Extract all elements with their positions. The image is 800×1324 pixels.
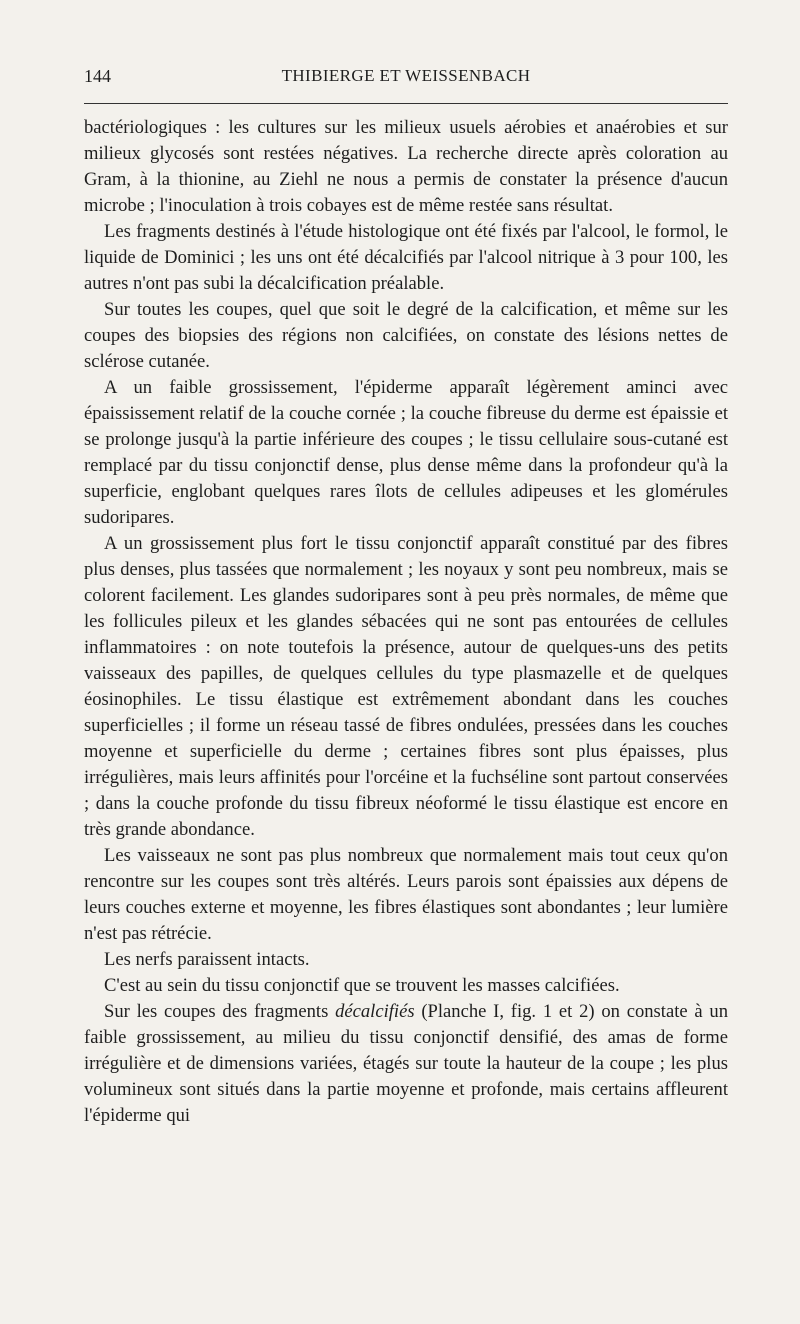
paragraph-decalcified-sections: [84, 999, 728, 1129]
page-number: 144: [84, 66, 111, 86]
text-run: (Planche I, fig. 1 et 2) on constate à un faible grossissement, au milieu du tissu conjonctif densifié, des amas de forme irrégulière et de dimensions variées, étagés sur toute la hauteur de la coupe ; les plus volumineux sont situés dans la partie moyenne et profonde, mais certains affleurent l'épiderme qui: [84, 1001, 728, 1126]
paragraph-high-magnification: A un grossissement plus fort le tissu conjonctif apparaît constitué par des fibres plus denses, plus tassées que normalement ; les noyaux y sont peu nombreux, mais se colorent facilement. Les glandes sudoripares sont à peu près normales, de même que les follicules pileux et les glandes sébacées qui ne sont pas entourées de cellules inflammatoires : on note toutefois la présence, autour de quelques-uns des petits vaisseaux des papilles, de quelques cellules du type plasmazelle et de quelques éosinophiles. Le tissu élastique est extrêmement abondant dans les couches superficielles ; il forme un réseau tassé de fibres ondulées, pressées dans les couches moyenne et superficielle du derme ; certaines fibres sont plus épaisses, plus irrégulières, mais leurs affinités pour l'orcéine et la fuchséline sont partout conservées ; dans la couche profonde du tissu fibreux néoformé le tissu élastique est encore en très grande abondance.: [84, 533, 728, 840]
running-title: THIBIERGE ET WEISSENBACH: [281, 66, 531, 85]
header-rule: [84, 103, 728, 104]
italic-term: décalcifiés: [335, 1001, 415, 1022]
paragraph-fixation: Les fragments destinés à l'étude histologique ont été fixés par l'alcool, le formol, le liquide de Dominici ; les uns ont été décalcifiés par l'alcool nitrique à 3 pour 100, les autres n'ont pas subi la décalcification préalable.: [84, 221, 728, 294]
paragraph-continuation: bactériologiques : les cultures sur les milieux usuels aérobies et anaérobies et sur milieux glycosés sont restées négatives. La recherche directe après coloration au Gram, à la thionine, au Ziehl ne nous a permis de constater la présence d'aucun microbe ; l'inoculation à trois cobayes est de même restée sans résultat.: [84, 117, 728, 216]
paragraph-nerves: Les nerfs paraissent intacts.: [104, 949, 310, 970]
paragraph-vessels: Les vaisseaux ne sont pas plus nombreux que normalement mais tout ceux qu'on rencontre sur les coupes sont très altérés. Leurs parois sont épaissies aux dépens de leurs couches externe et moyenne, les fibres élastiques sont abondantes ; leur lumière n'est pas rétrécie.: [84, 845, 728, 944]
paragraph-sclerosis: Sur toutes les coupes, quel que soit le degré de la calcification, et même sur les coupes des biopsies des régions non calcifiées, on constate des lésions nettes de sclérose cutanée.: [84, 299, 728, 372]
text-run: Sur les coupes des fragments: [104, 1001, 336, 1022]
running-head: [84, 66, 728, 90]
paragraph-low-magnification: A un faible grossissement, l'épiderme apparaît légèrement aminci avec épaississement relatif de la couche cornée ; la couche fibreuse du derme est épaissie et se prolonge jusqu'à la partie inférieure des coupes ; le tissu cellulaire sous-cutané est remplacé par du tissu conjonctif dense, plus dense même dans la profondeur qu'à la superficie, englobant quelques rares îlots de cellules adipeuses et les glomérules sudoripares.: [84, 377, 728, 528]
body-text: [84, 115, 728, 1129]
paragraph-calcified-masses: C'est au sein du tissu conjonctif que se trouvent les masses calcifiées.: [104, 975, 620, 996]
